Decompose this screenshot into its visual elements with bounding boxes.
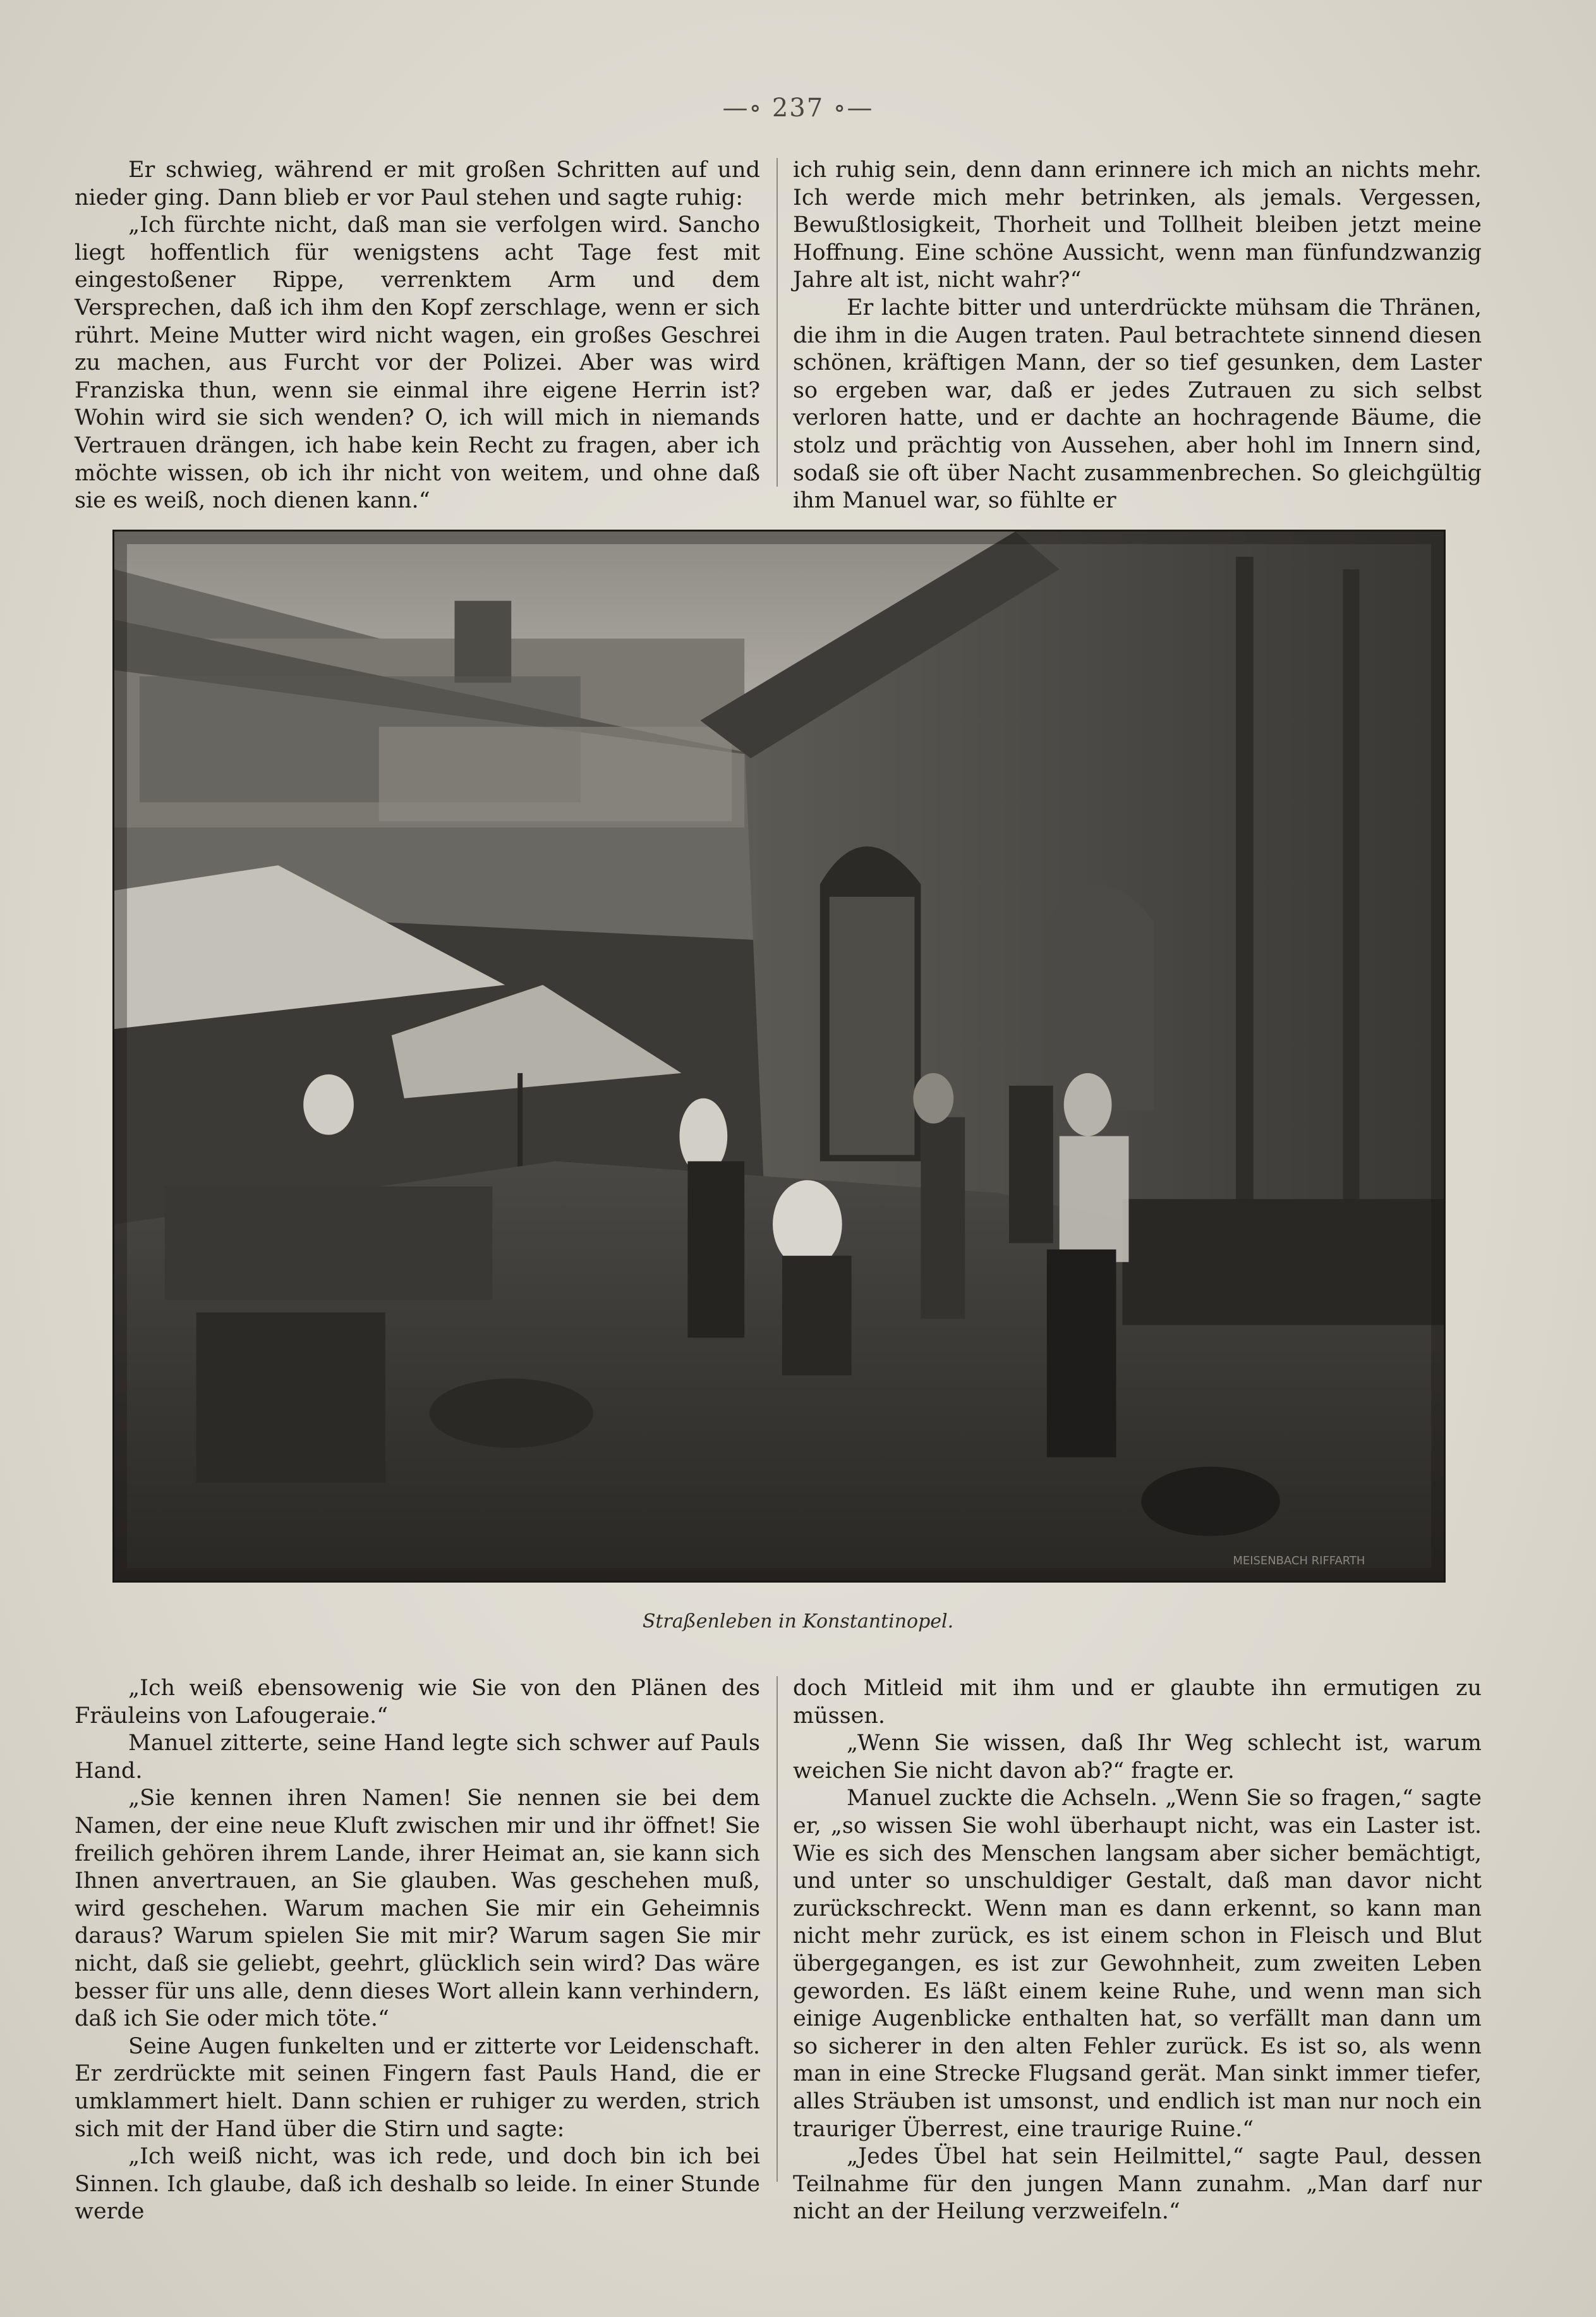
paragraph: „Jedes Übel hat sein Heilmittel,“ sagte Paul, dessen Teilnahme für den jungen Mann zunahm. „Man darf nur nicht an der Heilung verzweifeln.“ xyxy=(793,2144,1482,2225)
paragraph: Seine Augen funkelten und er zitterte vor Leidenschaft. Er zerdrückte mit seinen Fingern fast Pauls Hand, die er umklammert hielt. Dann schien er ruhiger zu werden, strich sich mit der Hand über die Stirn und sagte: xyxy=(75,2033,760,2142)
folio-ornament-left: —∘ xyxy=(722,94,772,123)
page-number xyxy=(703,94,893,123)
paragraph: ich ruhig sein, denn dann erinnere ich mich an nichts mehr. Ich werde mich mehr betrinken, als jemals. Vergessen, Bewußtlosigkeit, Thorheit und Tollheit bleiben jetzt meine Hoffnung. Eine schöne Aussicht, wenn man fünfundzwanzig Jahre alt ist, nicht wahr?“ xyxy=(793,157,1482,293)
engraver-signature: MEISENBACH RIFFARTH xyxy=(1233,1554,1365,1568)
paragraph: „Ich fürchte nicht, daß man sie verfolgen wird. Sancho liegt hoffentlich für wenigstens acht Tage fest mit eingestoßener Rippe, verrenktem Arm und dem Versprechen, daß ich ihm den Kopf zerschlage, wenn er sich rührt. Meine Mutter wird nicht wagen, ein großes Geschrei zu machen, aus Furcht vor der Polizei. Aber was wird Franziska thun, wenn sie einmal ihre eigene Herrin ist? Wohin wird sie sich wenden? O, ich will mich in niemands Vertrauen drängen, ich habe kein Recht zu fragen, aber ich möchte wissen, ob ich ihr nicht von weitem, und ohne daß sie es weiß, noch dienen kann.“ xyxy=(75,212,760,514)
paragraph: Manuel zuckte die Achseln. „Wenn Sie so fragen,“ sagte er, „so wissen Sie wohl überhaupt nicht, was ein Laster ist. Wie es sich des Menschen langsam aber sicher bemächtigt, und unter so unschuldiger Gestalt, daß man davor nicht zurückschreckt. Wenn man es dann erkennt, so kann man nicht mehr zurück, es ist einem schon in Fleisch und Blut übergegangen, es ist zur Gewohnheit, zum zweiten Leben geworden. Es läßt einem keine Ruhe, und wenn man sich einige Augenblicke enthalten hat, so verfällt man dann um so sicherer in den alten Fehler zurück. Es ist so, als wenn man in eine Strecke Flugsand gerät. Man sinkt immer tiefer, alles Sträuben ist umsonst, und endlich ist man nur noch ein trauriger Überrest, eine traurige Ruine.“ xyxy=(793,1785,1482,2142)
column-divider xyxy=(777,158,778,487)
paragraph: „Ich weiß ebensowenig wie Sie von den Plänen des Fräuleins von Lafougeraie.“ xyxy=(75,1675,760,1729)
text-column-bottom-right xyxy=(793,1675,1482,2226)
paragraph: doch Mitleid mit ihm und er glaubte ihn ermutigen zu müssen. xyxy=(793,1675,1482,1729)
column-divider xyxy=(777,1676,778,2182)
street-scene-photograph xyxy=(112,530,1446,1583)
figure-caption: Straßenleben in Konstantinopel. xyxy=(642,1610,954,1633)
text-column-top-right xyxy=(793,157,1482,515)
paragraph: Er lachte bitter und unterdrückte mühsam die Thränen, die ihm in die Augen traten. Paul betrachtete sinnend diesen schönen, kräftigen Mann, der so tief gesunken, dem Laster so ergeben war, daß er jedes Zutrauen zu sich selbst verloren hatte, und er dachte an hochragende Bäume, die stolz und prächtig von Aussehen, aber hohl im Innern sind, sodaß sie oft über Nacht zusammenbrechen. So gleichgültig ihm Manuel war, so fühlte er xyxy=(793,295,1482,514)
text-column-top-left xyxy=(75,157,760,515)
paragraph: Er schwieg, während er mit großen Schritten auf und nieder ging. Dann blieb er vor Paul stehen und sagte ruhig: xyxy=(75,157,760,210)
paragraph: „Sie kennen ihren Namen! Sie nennen sie bei dem Namen, der eine neue Kluft zwischen mir und ihr öffnet! Sie freilich gehören ihrem Lande, ihrer Heimat an, sie kann sich Ihnen anvertrauen, an Sie glauben. Was geschehen muß, wird geschehen. Warum machen Sie mir ein Geheimnis daraus? Warum spielen Sie mit mir? Warum sagen Sie mir nicht, daß sie geliebt, geehrt, glücklich sein wird? Das wäre besser für uns alle, denn dieses Wort allein kann verhindern, daß ich Sie oder mich töte.“ xyxy=(75,1785,760,2032)
paragraph: „Wenn Sie wissen, daß Ihr Weg schlecht ist, warum weichen Sie nicht davon ab?“ fragte er. xyxy=(793,1730,1482,1784)
photograph-illustration xyxy=(114,532,1444,1581)
paragraph: „Ich weiß nicht, was ich rede, und doch bin ich bei Sinnen. Ich glaube, daß ich deshalb so leide. In einer Stunde werde xyxy=(75,2144,760,2225)
folio-ornament-right: ∘— xyxy=(824,94,874,123)
page-number-text: 237 xyxy=(771,94,825,123)
paragraph: Manuel zitterte, seine Hand legte sich schwer auf Pauls Hand. xyxy=(75,1730,760,1784)
text-column-bottom-left xyxy=(75,1675,760,2226)
